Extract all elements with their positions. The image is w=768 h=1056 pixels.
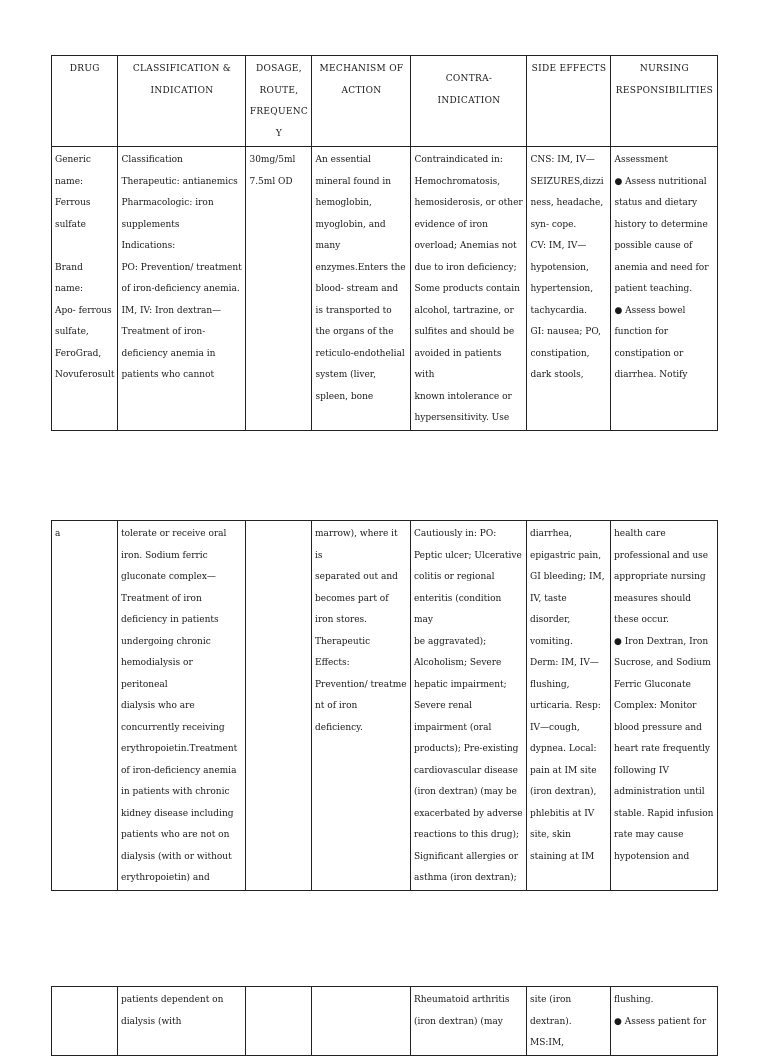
drug-table-page-3 — [51, 986, 718, 1056]
side-effects-cell — [527, 147, 611, 431]
table-row — [52, 147, 718, 431]
header-contraindication: CONTRA- INDICATION — [411, 56, 527, 147]
side-effects-text: site (iron dextran). MS:IM, — [530, 995, 572, 1048]
indications-text: tolerate or receive oral iron. Sodium ferric gluconate complex— Treatment of iron deficiency in patients undergoing chronic hemodialysis or peritoneal dialysis who are concurrently receiving erythropoietin.Treatment of iron-deficiency anemia in patients with chronic kidney disease including patients who are not on dialysis (with or without erythropoietin) and — [121, 529, 238, 883]
drug-cell — [52, 521, 118, 891]
dosage-cell — [246, 521, 312, 891]
mechanism-cell — [312, 987, 411, 1056]
dosage-cell — [246, 987, 312, 1056]
drug-table-page-2 — [51, 520, 718, 891]
side-effects-cell — [527, 987, 611, 1056]
header-side-effects: SIDE EFFECTS — [527, 56, 611, 147]
drug-brand-value: Apo- ferrous sulfate, FeroGrad, Novuferosult — [55, 305, 115, 380]
nursing-text: flushing. — [614, 995, 654, 1005]
drug-continued: a — [55, 529, 61, 539]
drug-generic-label: Generic name: — [55, 155, 91, 187]
drug-brand-label: Brand name: — [55, 262, 84, 294]
header-classification: CLASSIFICATION & INDICATION — [118, 56, 246, 147]
nursing-cell — [611, 521, 718, 891]
therapeutic-effects: Therapeutic Effects: Prevention/ treatme nt of iron deficiency. — [315, 636, 407, 733]
contraindication-text: Contraindicated in: Hemochromatosis, hemosiderosis, or other evidence of iron overload; Anemias not due to iron deficiency; Some products contain alcohol, tartrazine, or sulfites and should be avoided in patients with known intolerance or hypersensitivity. Use — [414, 155, 523, 423]
nursing-bullet: ● Assess bowel function for constipation or diarrhea. Notify — [614, 305, 688, 380]
side-effects-cns: CNS: IM, IV— SEIZURES,dizzi ness, headache, syn- cope. — [530, 155, 604, 230]
mechanism-text: An essential mineral found in hemoglobin, myoglobin, and many enzymes.Enters the blood- stream and is transported to the organs of the reticulo-endothelial system (liver, spleen, bone — [315, 155, 406, 402]
classification-pharmacologic: Pharmacologic: iron supplements — [121, 198, 214, 230]
header-drug: DRUG — [52, 56, 118, 147]
header-mechanism: MECHANISM OF ACTION — [312, 56, 411, 147]
cautiously-in-text: Cautiously in: PO: Peptic ulcer; Ulcerative colitis or regional enteritis (condition may be aggravated); Alcoholism; Severe hepatic impairment; Severe renal impairment (oral products); Pre-existing cardiovascular disease (iron dextran) (may be exacerbated by adverse reactions to this drug); Significant allergies or asthma (iron dextran); — [414, 529, 523, 883]
nursing-assessment-label: Assessment — [614, 155, 669, 165]
contraindication-cell — [411, 147, 527, 431]
classification-cell — [118, 521, 246, 891]
table-row — [52, 987, 718, 1056]
contraindication-cell — [411, 521, 527, 891]
indications-text: patients dependent on dialysis (with — [121, 995, 224, 1027]
drug-cell — [52, 147, 118, 431]
header-nursing: NURSING RESPONSIBILITIES — [611, 56, 718, 147]
side-effects-gi: GI: nausea; PO, constipation, dark stools, — [530, 327, 602, 380]
side-effects-gi: diarrhea, epigastric pain, GI bleeding; IM, IV, taste disorder, vomiting. — [530, 529, 605, 647]
indications-text: PO: Prevention/ treatment of iron-deficiency anemia. IM, IV: Iron dextran— Treatment of iron- deficiency anemia in patients who cannot — [121, 262, 242, 380]
nursing-cell — [611, 147, 718, 431]
table-row — [52, 521, 718, 891]
side-effects-derm: Derm: IM, IV— flushing, urticaria. Resp: IV—cough, dypnea. Local: pain at IM site (iron dextran), phlebitis at IV site, skin staining at IM — [530, 658, 601, 862]
side-effects-cv: CV: IM, IV— hypotension, hypertension, tachycardia. — [530, 241, 594, 316]
contraindication-cell — [411, 987, 527, 1056]
header-row — [52, 56, 718, 147]
header-dosage: DOSAGE, ROUTE, FREQUENC Y — [246, 56, 312, 147]
drug-generic-value: Ferrous sulfate — [55, 198, 91, 230]
contraindication-text: Rheumatoid arthritis (iron dextran) (may — [414, 995, 510, 1027]
side-effects-cell — [527, 521, 611, 891]
nursing-bullet: ● Assess nutritional status and dietary history to determine possible cause of anemia and need for patient teaching. — [614, 176, 709, 294]
mechanism-cell — [312, 147, 411, 431]
nursing-text: health care professional and use appropriate nursing measures should these occur. — [614, 529, 709, 625]
mechanism-cell — [312, 521, 411, 891]
indications-label: Indications: — [121, 241, 176, 251]
classification-cell — [118, 147, 246, 431]
nursing-cell — [611, 987, 718, 1056]
nursing-bullet: ● Assess patient for — [614, 1016, 707, 1027]
mechanism-text: marrow), where it is separated out and becomes part of iron stores. — [315, 529, 398, 625]
nursing-bullet: ● Iron Dextran, Iron Sucrose, and Sodium Ferric Gluconate Complex: Monitor blood pressure and heart rate frequently following IV administration until stable. Rapid infusion rate may cause hypotension and — [614, 636, 714, 862]
classification-therapeutic: Classification Therapeutic: antianemics — [121, 155, 238, 187]
classification-cell — [118, 987, 246, 1056]
dosage-text: 30mg/5ml 7.5ml OD — [249, 155, 296, 187]
drug-table-page-1 — [51, 55, 718, 431]
drug-cell — [52, 987, 118, 1056]
dosage-cell — [246, 147, 312, 431]
